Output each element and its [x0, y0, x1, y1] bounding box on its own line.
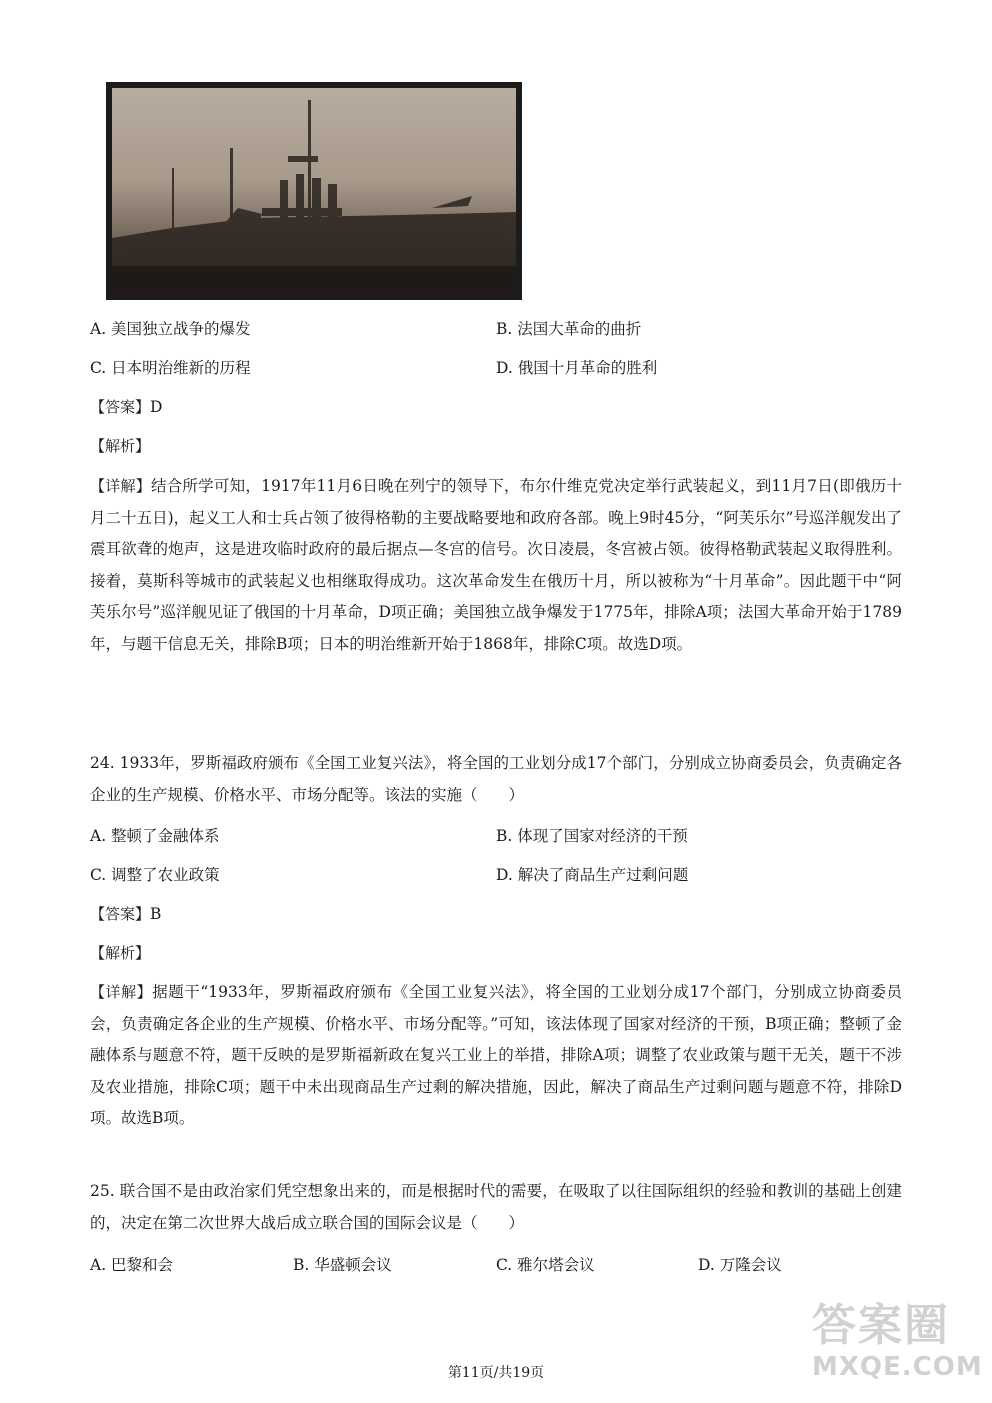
- q24-analysis-label: [90, 943, 150, 963]
- q24-option-d: D. 解决了商品生产过剩问题: [496, 866, 689, 884]
- q23-answer: [90, 397, 162, 417]
- q25-option-d: D. 万隆会议: [698, 1256, 782, 1274]
- q24-answer: [90, 904, 161, 924]
- answer-value: D: [150, 398, 163, 416]
- watermark-text: 答案圈: [812, 1300, 950, 1351]
- q23-analysis-label: [90, 436, 150, 456]
- q25-option-a: A. 巴黎和会: [90, 1256, 174, 1274]
- watermark-logo: [812, 1300, 982, 1396]
- q23-detail: [90, 471, 902, 660]
- detail-text: 据题干“1933年，罗斯福政府颁布《全国工业复兴法》，将全国的工业划分成17个部门，分别成立协商委员会，负责确定各企业的生产规模、价格水平、市场分配等。”可知，该法体现了国家对经济的干预，B项正确；整顿了金融体系与题意不符，题干反映的是罗斯福新政在复兴工业上的举措，排除A项；调整了农业政策与题干无关，题干不涉及农业措施，排除C项；题干中未出现商品生产过剩的解决措施，因此，解决了商品生产过剩问题与题意不符，排除D项。故选B项。: [90, 983, 902, 1127]
- cruiser-illustration: [112, 88, 516, 294]
- q24-option-b: B. 体现了国家对经济的干预: [496, 827, 688, 845]
- cruiser-photo: [106, 82, 522, 300]
- q24-detail: [90, 977, 902, 1135]
- answer-value: B: [150, 905, 162, 923]
- page-number: 第11页/共19页: [447, 1365, 545, 1381]
- analysis-label: 【解析】: [90, 944, 151, 962]
- q23-option-d: D. 俄国十月革命的胜利: [496, 359, 658, 377]
- q23-option-b: B. 法国大革命的曲折: [496, 320, 642, 338]
- watermark-domain: MXQE.COM: [812, 1352, 983, 1382]
- q23-option-c: C. 日本明治维新的历程: [90, 359, 251, 377]
- answer-label: 【答案】: [90, 905, 151, 923]
- q24-option-c: C. 调整了农业政策: [90, 866, 220, 884]
- detail-text: 结合所学可知，1917年11月6日晚在列宁的领导下，布尔什维克党决定举行武装起义，到11月7日(即俄历十月二十五日)，起义工人和士兵占领了彼得格勒的主要战略要地和政府各部。晚上9时45分，“阿芙乐尔”号巡洋舰发出了震耳欲聋的炮声，这是进攻临时政府的最后据点—冬宫的信号。次日凌晨，冬宫被占领。彼得格勒武装起义取得胜利。接着，莫斯科等城市的武装起义也相继取得成功。这次革命发生在俄历十月，所以被称为“十月革命”。因此题干中“阿芙乐尔号”巡洋舰见证了俄国的十月革命，D项正确；美国独立战争爆发于1775年，排除A项；法国大革命开始于1789年，与题干信息无关，排除B项；日本的明治维新开始于1868年，排除C项。故选D项。: [90, 477, 902, 653]
- detail-label: 【详解】: [90, 477, 151, 495]
- q25-option-c: C. 雅尔塔会议: [496, 1256, 595, 1274]
- q24-option-a: A. 整顿了金融体系: [90, 827, 220, 845]
- q23-option-a: A. 美国独立战争的爆发: [90, 320, 251, 338]
- q25-stem: 25. 联合国不是由政治家们凭空想象出来的，而是根据时代的需要，在吸取了以往国际组织的经验和教训的基础上创建的，决定在第二次世界大战后成立联合国的国际会议是（ ）: [90, 1182, 902, 1232]
- analysis-label: 【解析】: [90, 437, 151, 455]
- detail-label: 【详解】: [90, 983, 153, 1001]
- q25-option-b: B. 华盛顿会议: [293, 1256, 392, 1274]
- answer-label: 【答案】: [90, 398, 151, 416]
- q24-stem: 24. 1933年，罗斯福政府颁布《全国工业复兴法》，将全国的工业划分成17个部门，分别成立协商委员会，负责确定各企业的生产规模、价格水平、市场分配等。该法的实施（ ）: [90, 754, 902, 804]
